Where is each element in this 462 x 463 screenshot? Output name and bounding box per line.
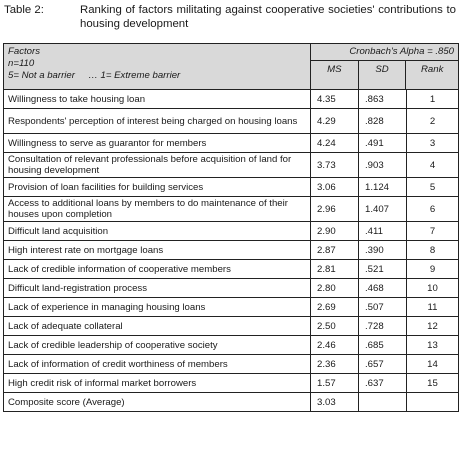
factor-cell: Lack of experience in managing housing loans [4,298,311,317]
table-title: Ranking of factors militating against cooperative societies' contributions to housing development [80,4,456,30]
sd-cell: .863 [359,90,407,109]
ms-cell: 2.80 [311,279,359,298]
rank-cell: 12 [407,317,459,336]
table-row [4,260,459,279]
rank-cell: 14 [407,355,459,374]
rank-cell: 3 [407,134,459,153]
ms-cell: 2.90 [311,222,359,241]
factor-cell: High credit risk of informal market borrowers [4,374,311,393]
table-row [4,90,459,109]
scale-high: 5= Not a barrier [8,70,75,81]
factor-cell: Willingness to take housing loan [4,90,311,109]
ranking-table [3,43,459,412]
table-row [4,197,459,222]
table-label: Table 2: [4,4,44,16]
ms-cell: 2.81 [311,260,359,279]
rank-cell: 5 [407,178,459,197]
factor-cell: Lack of credible leadership of cooperative society [4,336,311,355]
table-row [4,241,459,260]
factor-cell: Willingness to serve as guarantor for members [4,134,311,153]
factor-cell: Lack of adequate collateral [4,317,311,336]
factors-header: Factors [8,46,40,57]
scale-low: … 1= Extreme barrier [88,70,181,81]
ms-cell: 2.96 [311,197,359,222]
composite-ms: 3.03 [311,393,359,412]
ms-cell: 2.50 [311,317,359,336]
ms-header: MS [311,61,359,89]
sd-cell: .507 [359,298,407,317]
factor-cell: Provision of loan facilities for building services [4,178,311,197]
rank-cell: 15 [407,374,459,393]
sd-cell: .390 [359,241,407,260]
factor-cell: Consultation of relevant professionals before acquisition of land for housing development [4,153,311,178]
table-row [4,374,459,393]
sd-cell: .411 [359,222,407,241]
table-row [4,298,459,317]
factor-cell: Respondents' perception of interest being charged on housing loans [4,109,311,134]
scale-legend [8,70,306,82]
ms-cell: 4.24 [311,134,359,153]
rank-cell: 11 [407,298,459,317]
rank-header: Rank [421,64,444,75]
rank-cell: 7 [407,222,459,241]
ms-cell: 2.46 [311,336,359,355]
sd-cell: .903 [359,153,407,178]
cronbach-alpha: Cronbach's Alpha = .850 [311,44,458,61]
factor-cell: Access to additional loans by members to do maintenance of their houses upon completion [4,197,311,222]
table-row [4,336,459,355]
sd-cell: .491 [359,134,407,153]
stats-header-cell [311,44,459,90]
rank-cell: 10 [407,279,459,298]
ms-cell: 2.36 [311,355,359,374]
table-header-row [4,44,459,90]
ms-cell: 4.35 [311,90,359,109]
rank-cell: 4 [407,153,459,178]
sd-cell: .521 [359,260,407,279]
ms-cell: 2.69 [311,298,359,317]
factor-cell: Lack of credible information of cooperative members [4,260,311,279]
rank-cell: 13 [407,336,459,355]
table-row [4,279,459,298]
table-row [4,222,459,241]
table-row [4,134,459,153]
composite-sd [359,393,407,412]
table-row [4,317,459,336]
table-row [4,178,459,197]
factor-cell: Lack of information of credit worthiness of members [4,355,311,374]
rank-cell: 8 [407,241,459,260]
ms-cell: 4.29 [311,109,359,134]
rank-cell: 2 [407,109,459,134]
factor-cell: Difficult land-registration process [4,279,311,298]
rank-cell: 6 [407,197,459,222]
table-row [4,109,459,134]
sd-cell: .685 [359,336,407,355]
sd-cell: .657 [359,355,407,374]
ms-cell: 3.06 [311,178,359,197]
sd-cell: .728 [359,317,407,336]
sd-cell: 1.407 [359,197,407,222]
sd-cell: 1.124 [359,178,407,197]
table-row [4,153,459,178]
sample-size: n=110 [8,58,35,69]
ms-cell: 1.57 [311,374,359,393]
factor-cell: High interest rate on mortgage loans [4,241,311,260]
ms-cell: 3.73 [311,153,359,178]
sd-cell: .468 [359,279,407,298]
ms-cell: 2.87 [311,241,359,260]
sd-cell: .637 [359,374,407,393]
rank-cell: 9 [407,260,459,279]
sd-cell: .828 [359,109,407,134]
factor-cell: Difficult land acquisition [4,222,311,241]
factors-header-cell [4,44,311,90]
table-row [4,355,459,374]
sd-header: SD [359,61,407,89]
composite-label: Composite score (Average) [4,393,311,412]
composite-rank [407,393,459,412]
rank-cell: 1 [407,90,459,109]
composite-row [4,393,459,412]
